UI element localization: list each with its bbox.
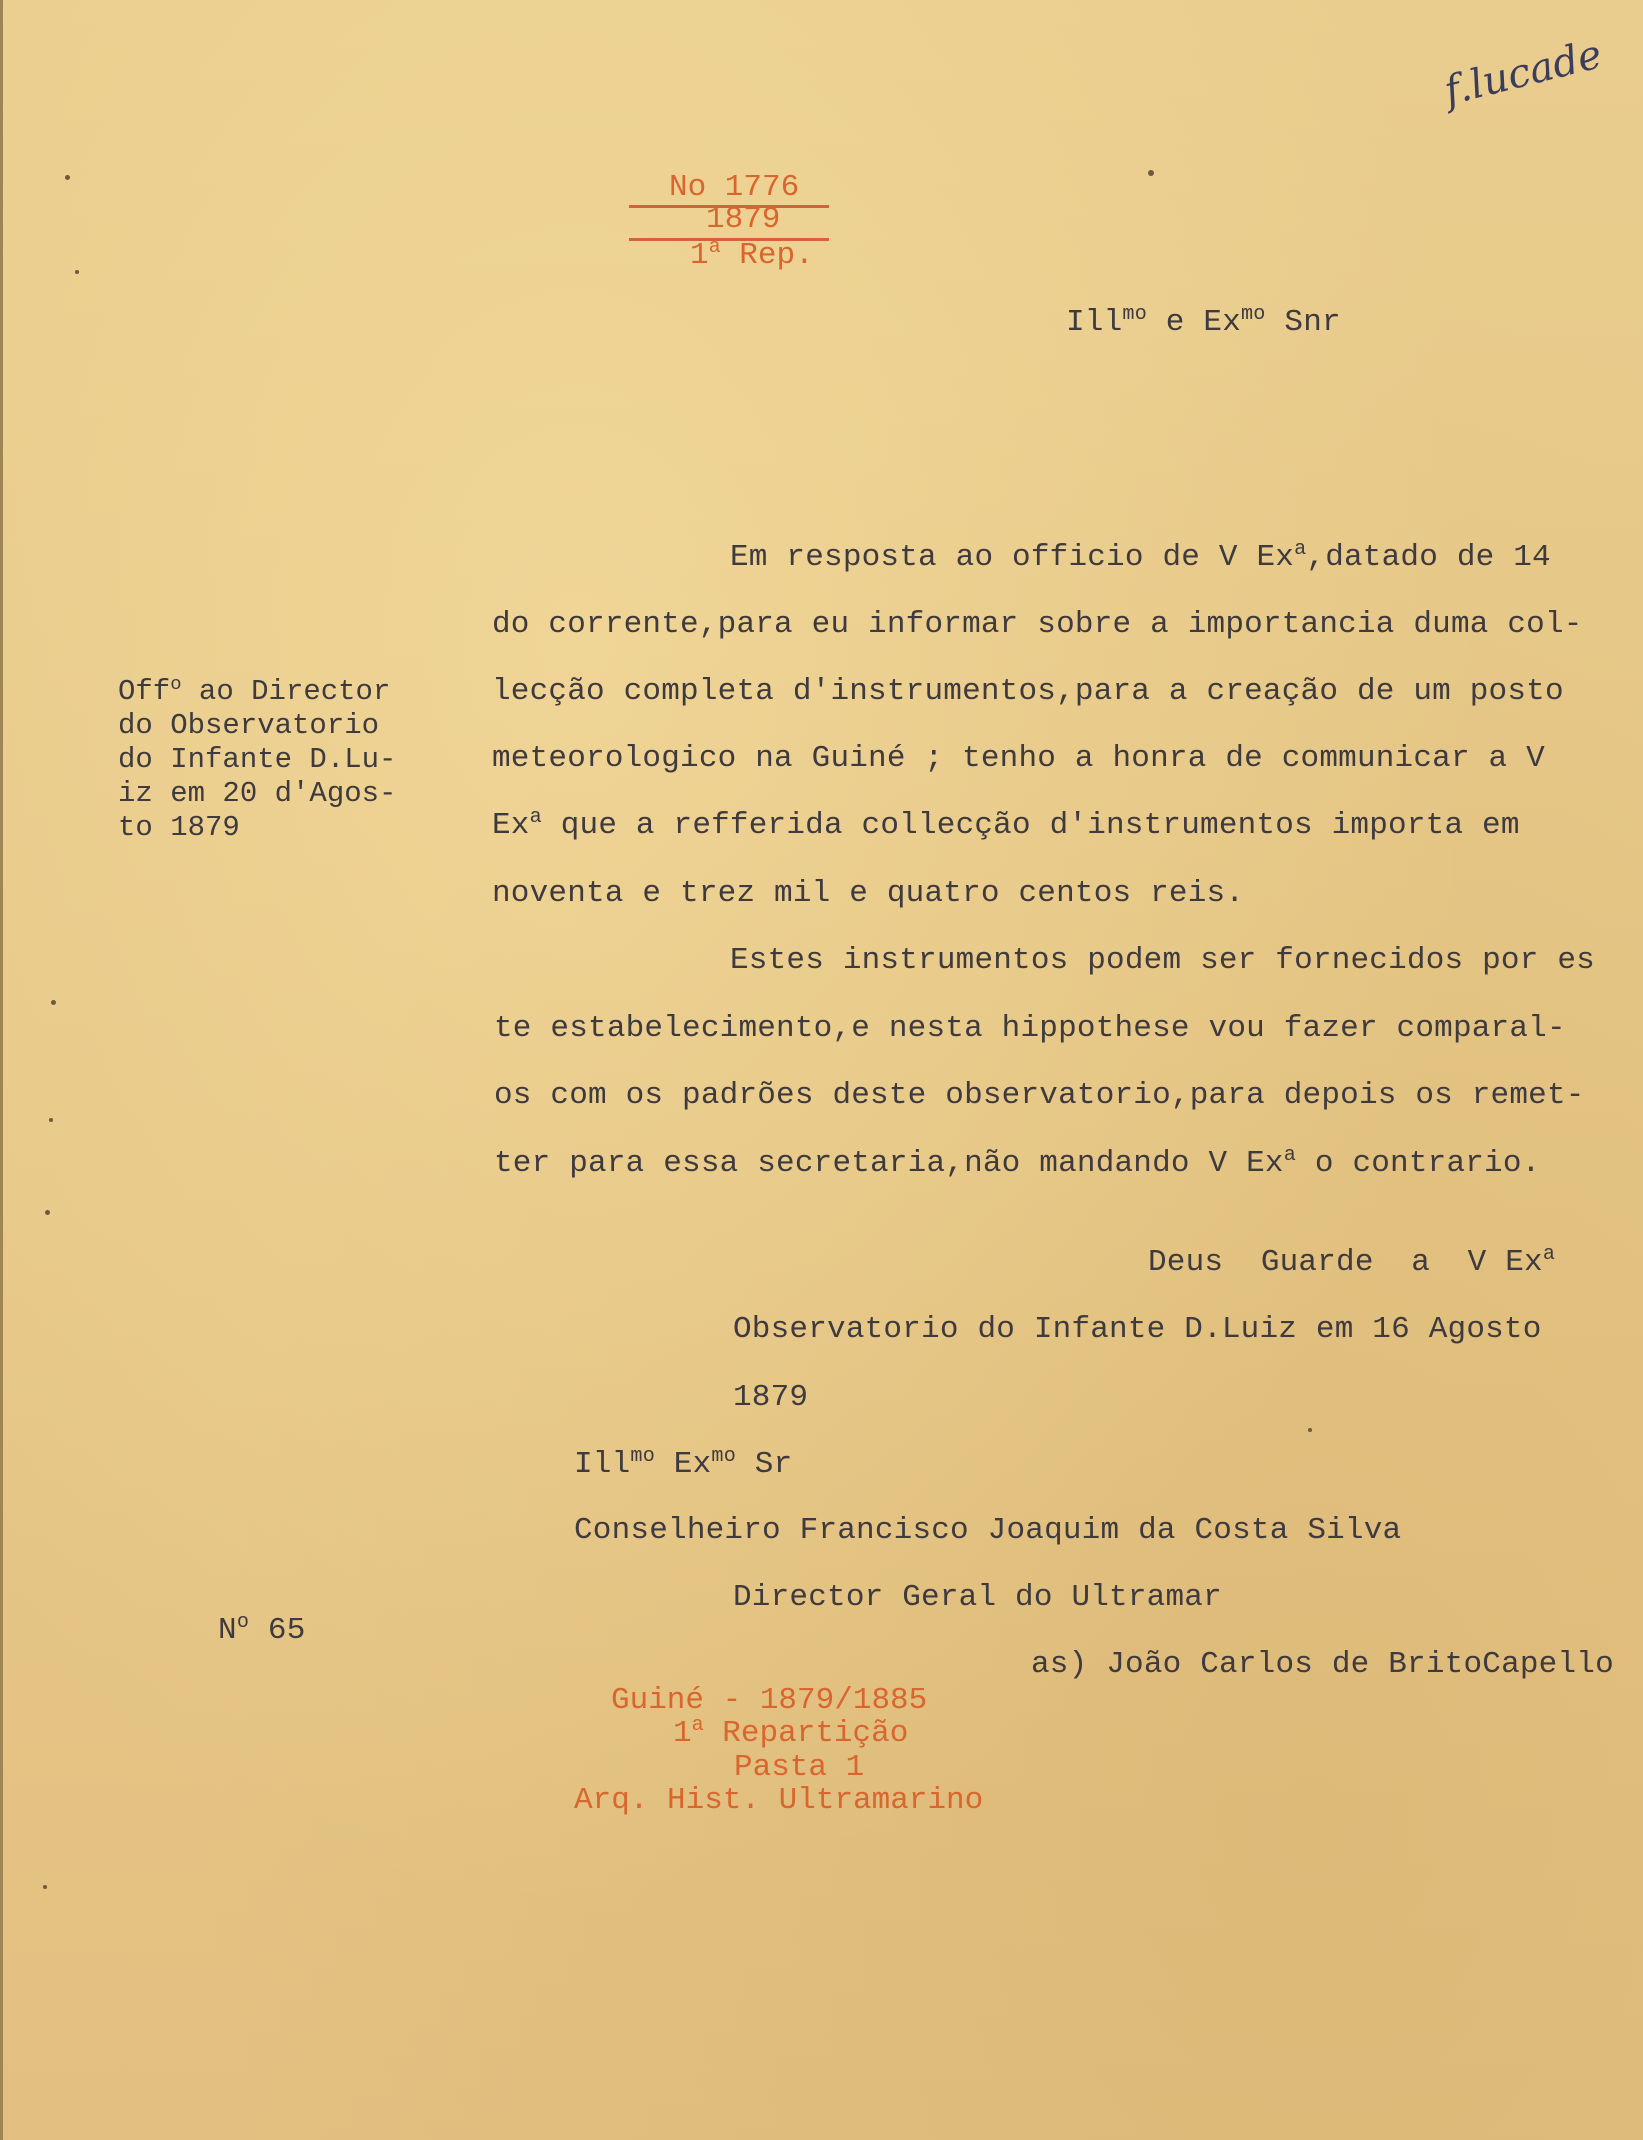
paper-speck — [45, 1210, 50, 1215]
archive-stamp-line: 1$^a$ Repartição — [673, 1713, 909, 1751]
place-date: Observatorio do Infante D.Luiz em 16 Agosto — [733, 1312, 1542, 1347]
margin-note-line: Off$^o$ ao Director — [118, 672, 391, 708]
salutation: Ill$^{mo}$ e $Ex^{mo}$ Snr — [1066, 302, 1341, 340]
archive-stamp-line: Pasta 1 — [734, 1750, 865, 1785]
farewell: Deus Guarde a V Ex$^a$ — [1148, 1242, 1556, 1280]
paper-speck — [65, 175, 70, 180]
addressee-honorific: Ill$^{mo}$ $Ex^{mo}$ Sr — [574, 1444, 793, 1482]
body-line: do corrente,para eu informar sobre a importancia duma col- — [492, 607, 1583, 642]
paper-speck — [75, 270, 79, 274]
archive-stamp-line: Arq. Hist. Ultramarino — [574, 1783, 984, 1818]
body-line: te estabelecimento,e nesta hippothese vou fazer comparal- — [494, 1011, 1566, 1046]
body-line: lecção completa d'instrumentos,para a creação de um posto — [492, 674, 1564, 709]
body-line: meteorologico na Guiné ; tenho a honra de communicar a V — [492, 741, 1545, 776]
margin-note-line: do Observatorio — [118, 709, 380, 742]
paper-speck — [1308, 1428, 1312, 1432]
body-line: Ex$^a$ que a refferida collecção d'instrumentos importa em — [492, 805, 1520, 843]
body-line: ter para essa secretaria,não mandando V Ex$^a$ o contrario. — [494, 1143, 1541, 1181]
archive-stamp-line: Guiné - 1879/1885 — [611, 1683, 928, 1718]
body-line: Estes instrumentos podem ser fornecidos por es — [730, 943, 1595, 978]
paper-speck — [49, 1118, 53, 1122]
closing-year: 1879 — [733, 1380, 809, 1415]
registry-section: 1$^a$ Rep. — [690, 235, 814, 273]
margin-note-line: iz em 20 d'Agos- — [118, 777, 397, 810]
paper-speck — [43, 1885, 47, 1889]
paper-speck — [51, 1000, 56, 1005]
margin-note-line: do Infante D.Lu- — [118, 743, 397, 776]
signature-line: as) João Carlos de BritoCapello — [1031, 1647, 1614, 1682]
body-line: os com os padrões deste observatorio,para depois os remet- — [494, 1078, 1585, 1113]
paper-speck — [1148, 170, 1154, 176]
registry-number: No 1776 — [669, 170, 800, 205]
document-number: $N^o$ 65 — [218, 1610, 306, 1648]
body-line: noventa e trez mil e quatro centos reis. — [492, 876, 1245, 911]
body-line: Em resposta ao officio de V Ex$^a$,datado de 14 — [730, 537, 1551, 575]
handwritten-note: f.lucade — [1439, 31, 1607, 115]
registry-year: 1879 — [706, 202, 781, 237]
addressee-title: Director Geral do Ultramar — [733, 1580, 1222, 1615]
addressee-name: Conselheiro Francisco Joaquim da Costa Silva — [574, 1513, 1402, 1548]
margin-note-line: to 1879 — [118, 811, 240, 844]
